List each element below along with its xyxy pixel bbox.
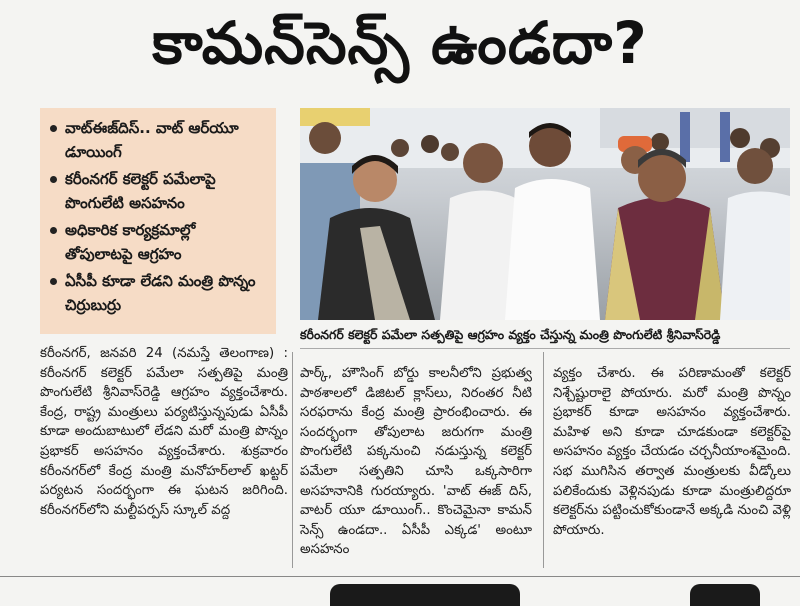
next-article-headline-fragment	[330, 584, 520, 606]
photo-caption: కరీంనగర్‌ కలెక్టర్‌ పమేలా సత్పతిపై ఆగ్రహం వ్యక్తం చేస్తున్న మంత్రి పొంగులేటి శ్రీనివాస్‌రెడ్డి	[300, 322, 790, 349]
highlight-item	[48, 218, 268, 266]
page-divider	[0, 576, 800, 577]
news-photo	[300, 108, 790, 320]
next-article-headline-fragment	[690, 584, 760, 606]
article-text: పార్క్‌, హౌసింగ్‌ బోర్డు కాలనీలోని ప్రభుత్వ పాఠశాలలో డిజిటల్‌ క్లాస్‌లు, నిరంతర నీటి సరఫరాను కేంద్ర మంత్రి ప్రారంభించారు. ఈ సందర్భంగా తోపులాట జరుగగా మంత్రి పొంగులేటి పక్కనుంచి నడుస్తున్న కలెక్టర్‌ పమేలా సత్పతిని చూసి ఒక్కసారిగా అసహనానికి గురయ్యారు. 'వాట్‌ ఈజ్‌ దిస్‌, వాటర్‌ యూ డూయింగ్‌.. కొంచెమైనా కామన్‌ సెన్స్‌ ఉండదా.. ఏసీపీ ఎక్కడ' అంటూ అసహనం	[300, 366, 532, 558]
column-divider	[543, 352, 544, 568]
highlight-text: కరీంనగర్‌ కలెక్టర్‌ పమేలాపై పొంగులేటి అసహనం	[65, 170, 216, 212]
article-column-3	[553, 364, 791, 540]
bullet-dot-icon	[50, 227, 57, 234]
article-column-1	[40, 344, 288, 520]
highlight-item	[48, 116, 268, 164]
article-text: కరీంనగర్‌, జనవరి 24 (నమస్తే తెలంగాణ) : కరీంనగర్‌ కలెక్టర్‌ పమేలా సత్పతిపై మంత్రి పొంగులేటి శ్రీనివాస్‌రెడ్డి ఆగ్రహం వ్యక్తంచేశారు. కేంద్ర, రాష్ట్ర మంత్రులు పర్యటిస్తున్నపుడు ఏసీపీ కూడా అందుబాటులో లేడని మరో మంత్రి పొన్నం ప్రభాకర్‌ అసహనం వ్యక్తంచేశారు. శుక్రవారం కరీంనగర్‌లో కేంద్ర మంత్రి మనోహర్‌లాల్‌ ఖట్టర్‌ పర్యటన సందర్భంగా ఈ ఘటన జరిగింది. కరీంనగర్‌లోని మల్టీపర్పస్‌ స్కూల్‌ వద్ద	[40, 346, 288, 518]
highlight-text: అధికారిక కార్యక్రమాల్లో తోపులాటపై ఆగ్రహం	[65, 221, 196, 263]
headline: కామన్‌సెన్స్‌ ఉండదా?	[152, 8, 648, 77]
article-text: వ్యక్తం చేశారు. ఈ పరిణామంతో కలెక్టర్‌ నిశ్చేష్టురాలై పోయారు. మరో మంత్రి పొన్నం ప్రభాకర్‌ కూడా అసహనం వ్యక్తంచేశారు. మహిళ అని కూడా చూడకుండా కలెక్టర్‌పై అసహనం వ్యక్తం చేయడం చర్చనీయాంశమైంది. సభ ముగిసిన తర్వాత మంత్రులకు వీడ్కోలు పలికేందుకు వెళ్లినపుడు కూడా మంత్రులిద్దరూ కలెక్టర్‌ను పట్టించుకోకుండానే అక్కడి నుంచి వెళ్లి పోయారు.	[553, 366, 791, 538]
highlight-text: వాట్‌ఈజ్‌దిస్‌.. వాట్‌ ఆర్‌యూ డూయింగ్‌	[65, 119, 239, 161]
bullet-dot-icon	[50, 278, 57, 285]
bullet-dot-icon	[50, 125, 57, 132]
highlights-box	[40, 108, 276, 334]
highlight-item	[48, 269, 268, 317]
column-divider	[292, 352, 293, 568]
highlight-item	[48, 167, 268, 215]
news-photo-illustration	[300, 108, 790, 320]
article-column-2	[300, 364, 532, 560]
bullet-dot-icon	[50, 176, 57, 183]
highlight-text: ఏసీపీ కూడా లేడని మంత్రి పొన్నం చిర్రుబుర్రు	[65, 272, 256, 314]
